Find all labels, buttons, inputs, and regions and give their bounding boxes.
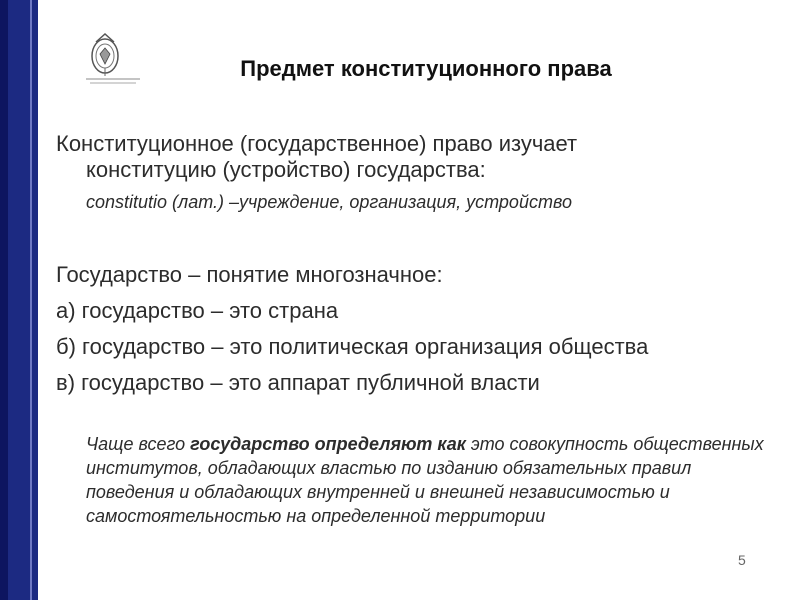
state-heading: Государство – понятие многозначное:: [56, 262, 443, 287]
left-sidebar-line: [30, 0, 32, 600]
definition-prefix: Чаще всего: [86, 434, 191, 454]
intro-line-1: Конституционное (государственное) право изучает: [56, 131, 578, 156]
definition-emphasis: государство определяют как: [190, 434, 466, 454]
meaning-item: в) государство – это аппарат публичной власти: [56, 370, 540, 395]
left-sidebar-bar: [0, 0, 38, 600]
definition-body: это совокупность общественных институтов, обладающих властью по изданию обязательных правил поведения и обладающих внутренней и внешней независимостью и самостоятельностью на определенной территории: [86, 434, 764, 526]
etymology-note: constitutio (лат.) –учреждение, организация, устройство: [86, 192, 572, 212]
slide-title: Предмет конституционного права: [240, 56, 612, 81]
left-sidebar-stripe: [0, 0, 8, 600]
definition-text: [86, 432, 776, 528]
page-number: 5: [738, 552, 746, 568]
meaning-item: б) государство – это политическая организация общества: [56, 334, 649, 359]
meaning-item: а) государство – это страна: [56, 298, 339, 323]
intro-line-2: конституцию (устройство) государства:: [86, 157, 486, 182]
